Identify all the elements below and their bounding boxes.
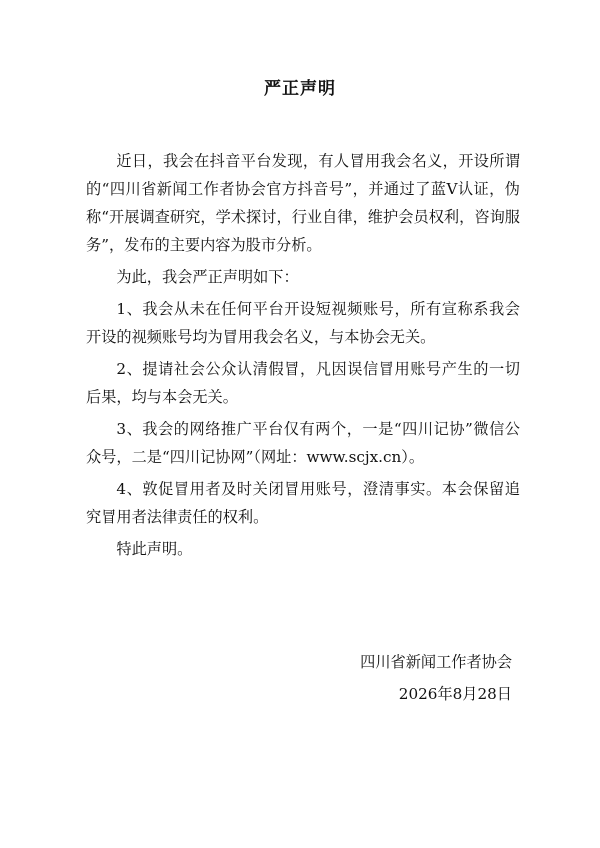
signature-date: 2026年8月28日 xyxy=(398,685,512,703)
document-title: 严正声明 xyxy=(264,79,336,99)
paragraph-closing: 特此声明。 xyxy=(116,540,193,558)
paragraph-point-4: 4、敦促冒用者及时关闭冒用账号，澄清事实。本会保留追究冒用者法律责任的权利。 xyxy=(86,480,520,526)
signature-organization: 四川省新闻工作者协会 xyxy=(360,653,512,671)
statement-body xyxy=(86,147,520,567)
paragraph-point-1: 1、我会从未在任何平台开设短视频账号，所有宣称系我会开设的视频账号均为冒用我会名义，与本协会无关。 xyxy=(86,300,520,346)
signature-block xyxy=(360,646,512,710)
paragraph-point-2: 2、提请社会公众认清假冒，凡因误信冒用账号产生的一切后果，均与本会无关。 xyxy=(86,360,520,406)
paragraph-intro: 近日，我会在抖音平台发现，有人冒用我会名义，开设所谓的“四川省新闻工作者协会官方抖音号”，并通过了蓝Ⅴ认证，伪称“开展调查研究，学术探讨，行业自律，维护会员权利，咨询服务”，发布的主要内容为股市分析。 xyxy=(86,152,520,254)
paragraph-point-3: 3、我会的网络推广平台仅有两个，一是“四川记协”微信公众号，二是“四川记协网”（网址：www.scjx.cn）。 xyxy=(86,420,520,466)
paragraph-declaration-lead: 为此，我会严正声明如下： xyxy=(116,268,299,286)
